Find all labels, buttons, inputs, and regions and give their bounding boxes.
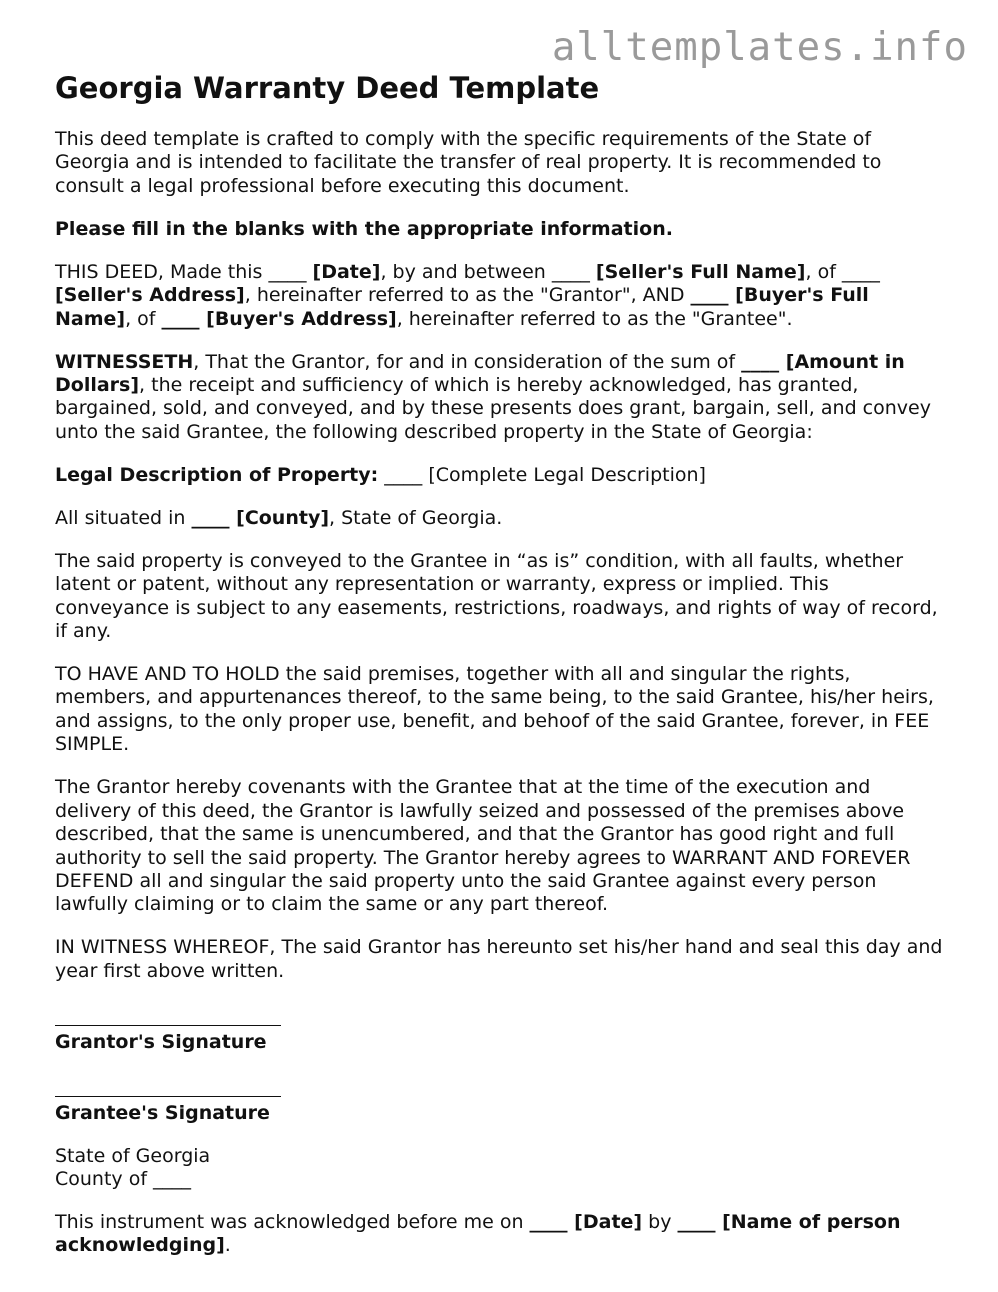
legal-description-value: ____ [Complete Legal Description]: [378, 463, 706, 486]
seller-address-placeholder: [Seller's Address]: [55, 284, 245, 307]
deed-text-4: , hereinafter referred to as the "Grantor", AND: [244, 284, 691, 307]
watermark: alltemplates.info: [551, 25, 968, 70]
document-body: [55, 70, 945, 1277]
habendum-paragraph: TO HAVE AND TO HOLD the said premises, together with all and singular the rights, members, and appurtenances thereof, to the same being, to the said Grantee, his/her heirs, and assigns, to the only proper use, benefit, and behoof of the said Grantee, forever, in FEE SIMPLE.: [55, 663, 934, 756]
county-placeholder: ____ [County]: [191, 506, 330, 529]
deed-text-2: , by and between ____: [380, 260, 596, 283]
grantee-signature-block: [55, 1095, 945, 1125]
page-title: Georgia Warranty Deed Template: [55, 71, 600, 105]
witnesseth-paragraph: [55, 351, 945, 445]
witnesseth-text-2: , the receipt and sufficiency of which is hereby acknowledged, has granted, bargained, sold, and conveyed, and by these presents does grant, bargain, sell, and convey unto the said Grantee, the following described property in the State of Georgia:: [55, 374, 931, 443]
county-line: County of ____: [55, 1167, 192, 1190]
state-line: State of Georgia: [55, 1144, 211, 1167]
ack-text-2: by: [642, 1210, 678, 1233]
deed-text-6: , hereinafter referred to as the "Grantee".: [396, 307, 793, 330]
deed-paragraph: [55, 261, 945, 331]
situated-paragraph: [55, 507, 945, 530]
buyer-address-placeholder: ____ [Buyer's Address]: [161, 307, 397, 330]
legal-description-label: Legal Description of Property:: [55, 463, 379, 486]
deed-text-3: , of ____: [805, 260, 880, 283]
witnesseth-heading: WITNESSETH: [55, 350, 194, 373]
intro-paragraph: This deed template is crafted to comply with the specific requirements of the State of Georgia and is intended to facilitate the transfer of real property. It is recommended to consult a legal professional before executing this document.: [55, 128, 882, 197]
instruction-text: Please fill in the blanks with the appropriate information.: [55, 217, 673, 240]
amount-placeholder: ____ [Amount in Dollars]: [55, 350, 905, 397]
state-county-block: [55, 1145, 945, 1192]
deed-text-1: THIS DEED, Made this ____: [55, 260, 313, 283]
acknowledgment-paragraph: [55, 1211, 945, 1258]
witnesseth-text-1: , That the Grantor, for and in consideration of the sum of: [193, 350, 742, 373]
in-witness-paragraph: IN WITNESS WHEREOF, The said Grantor has hereunto set his/her hand and seal this day and year first above written.: [55, 936, 943, 982]
grantor-signature-line: [55, 1024, 281, 1026]
deed-text-5: , of: [125, 307, 162, 330]
grantor-signature-block: [55, 1024, 945, 1054]
date-placeholder: [Date]: [312, 260, 381, 283]
legal-description-paragraph: [55, 464, 945, 487]
situated-text-1: All situated in: [55, 506, 192, 529]
conveyed-paragraph: The said property is conveyed to the Grantee in “as is” condition, with all faults, whether latent or patent, without any representation or warranty, express or implied. This conveyance is subject to any easements, restrictions, roadways, and rights of way of record, if any.: [55, 549, 938, 643]
ack-name-placeholder: ____ [Name of person acknowledging]: [55, 1210, 901, 1257]
ack-text-3: .: [224, 1234, 231, 1257]
grantor-signature-label: Grantor's Signature: [55, 1031, 267, 1054]
situated-text-2: , State of Georgia.: [329, 506, 503, 529]
grantee-signature-line: [55, 1095, 281, 1097]
ack-text-1: This instrument was acknowledged before me on: [55, 1210, 530, 1233]
grantee-signature-label: Grantee's Signature: [55, 1101, 270, 1124]
seller-name-placeholder: [Seller's Full Name]: [595, 260, 806, 283]
buyer-name-placeholder: ____ [Buyer's Full Name]: [55, 284, 869, 330]
covenant-paragraph: The Grantor hereby covenants with the Grantee that at the time of the execution and delivery of this deed, the Grantor is lawfully seized and possessed of the premises above described, that the same is unencumbered, and that the Grantor has good right and full authority to sell the said property. The Grantor hereby agrees to WARRANT AND FOREVER DEFEND all and singular the said property unto the said Grantee against every person lawfully claiming or to claim the same or any part thereof.: [55, 776, 911, 916]
ack-date-placeholder: ____ [Date]: [529, 1210, 643, 1233]
